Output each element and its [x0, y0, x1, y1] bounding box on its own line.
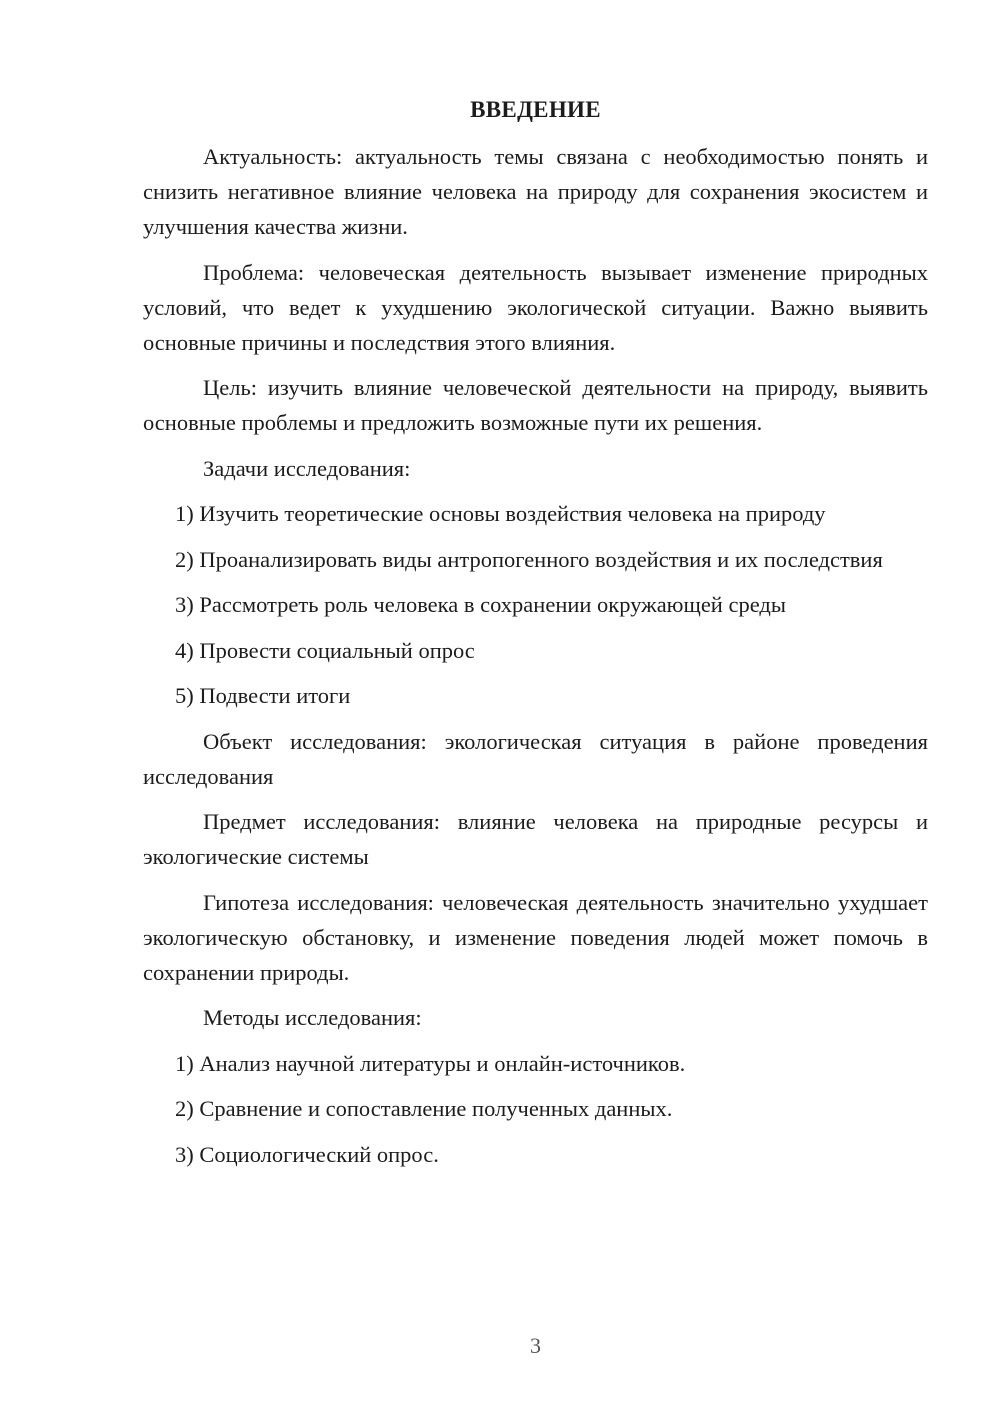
task-list-item: 2) Проанализировать виды антропогенного воздействия и их последствия: [175, 546, 883, 572]
method-list-item: 2) Сравнение и сопоставление полученных данных.: [175, 1096, 673, 1121]
paragraph-hypothesis: Гипотеза исследования: человеческая деятельность значительно ухудшает экологическую обстановку, и изменение поведения людей может помочь в сохранении природы.: [143, 889, 928, 985]
method-list-item: 3) Социологический опрос.: [175, 1141, 439, 1167]
paragraph-relevance: Актуальность: актуальность темы связана с необходимостью понять и снизить негативное влияние человека на природу для сохранения экосистем и улучшения качества жизни.: [143, 144, 928, 239]
task-list-item: 5) Подвести итоги: [175, 683, 351, 708]
method-list-item: 1) Анализ научной литературы и онлайн-источников.: [175, 1050, 686, 1076]
paragraph-tasks-heading: Задачи исследования:: [203, 455, 411, 481]
task-list-item: 1) Изучить теоретические основы воздействия человека на природу: [175, 501, 826, 526]
task-list-item: 4) Провести социальный опрос: [175, 637, 475, 663]
section-title: ВВЕДЕНИЕ: [470, 97, 601, 122]
document-page: [143, 0, 928, 1414]
paragraph-methods-heading: Методы исследования:: [203, 1005, 422, 1030]
page-number: 3: [530, 1333, 541, 1358]
section-body: [143, 139, 928, 1182]
paragraph-subject: Предмет исследования: влияние человека на природные ресурсы и экологические системы: [143, 809, 928, 869]
paragraph-goal: Цель: изучить влияние человеческой деятельности на природу, выявить основные проблемы и предложить возможные пути их решения.: [143, 375, 928, 435]
task-list-item: 3) Рассмотреть роль человека в сохранении окружающей среды: [175, 592, 786, 617]
paragraph-object: Объект исследования: экологическая ситуация в районе проведения исследования: [143, 728, 928, 789]
paragraph-problem: Проблема: человеческая деятельность вызывает изменение природных условий, что ведет к ухудшению экологической ситуации. Важно выявить основные причины и последствия этого влияния.: [143, 259, 928, 355]
